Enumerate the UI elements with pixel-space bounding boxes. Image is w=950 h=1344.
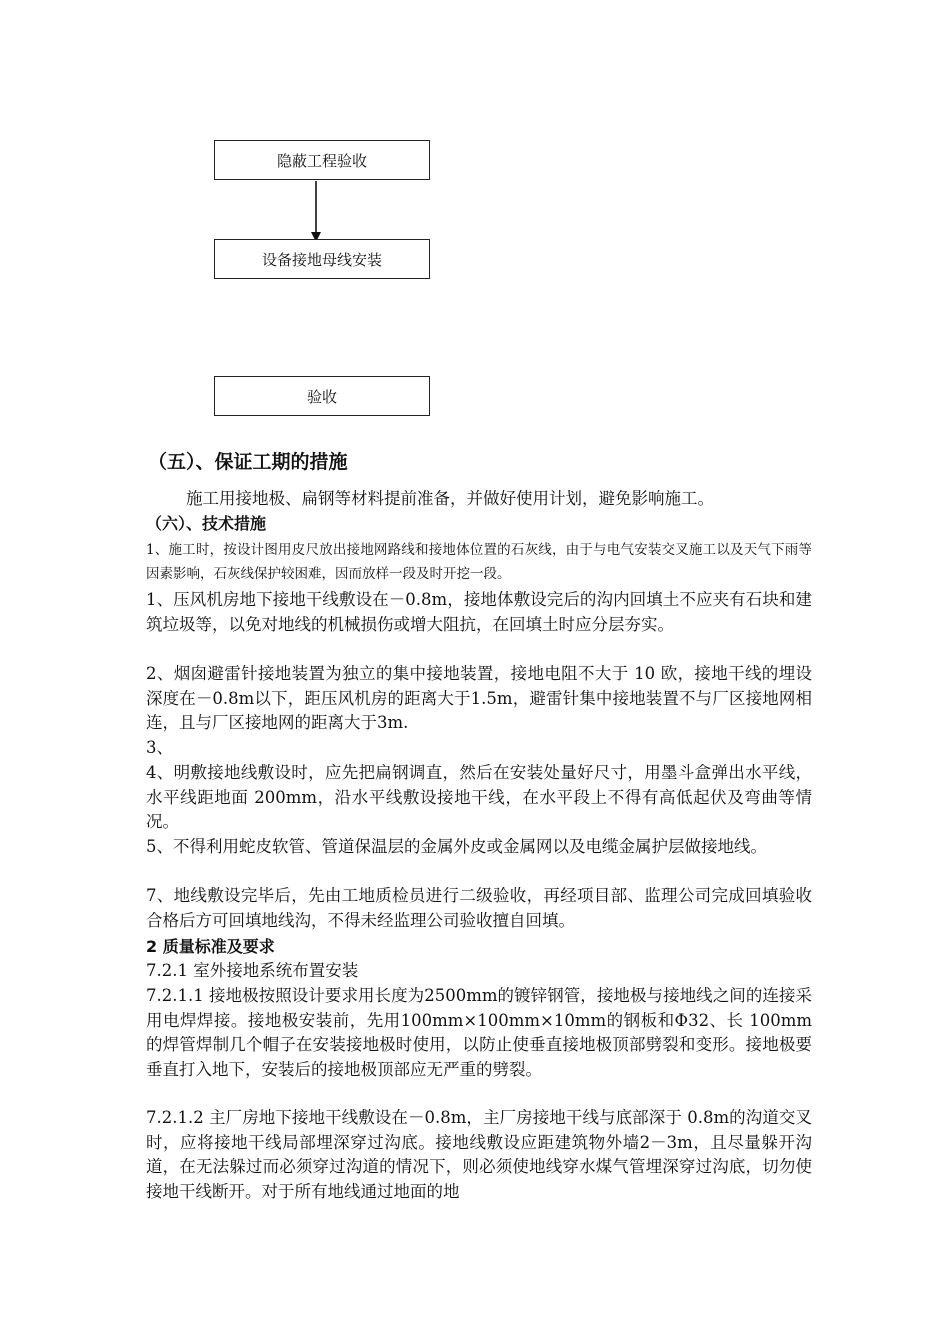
quality-para-1: 7.2.1.1 接地极按照设计要求用长度为2500mm的镀锌钢管，接地极与接地线之间的连接采用电焊焊接。接地极安装前，先用100mm×100mm×10mm的钢板和Φ32、长 100mm 的焊管焊制几个帽子在安装接地极时使用，以防止使垂直接地极顶部劈裂和变形。接地极要垂直打入地下，安装后的接地极顶部应无严重的劈裂。	[146, 986, 812, 1079]
tech-item-1: 1、压风机房地下接地干线敷设在－0.8m，接地体敷设完后的沟内回填土不应夹有石块和建筑垃圾等，以免对地线的机械损伤或增大阻抗，在回填土时应分层夯实。	[146, 590, 812, 634]
flow-step-acceptance	[214, 376, 430, 416]
flow-step-grounding-busbar-install	[214, 239, 430, 279]
flow-step-hidden-works-acceptance	[214, 140, 430, 180]
flow-step-label: 设备接地母线安装	[261, 250, 382, 269]
quality-para-2: 7.2.1.2 主厂房地下接地干线敷设在－0.8m，主厂房接地干线与底部深于 0.8m的沟道交叉时，应将接地干线局部埋深穿过沟底。接地线敷设应距建筑物外墙2－3m，且尽量躲开沟道，在无法躲过而必须穿过沟道的情况下，则必须使地线穿水煤气管埋深穿过沟底，切勿使接地干线断开。对于所有地线通过地面的地	[146, 1108, 812, 1201]
quality-subheading: 7.2.1 室外接地系统布置安装	[146, 961, 359, 980]
tech-item-4: 4、明敷接地线敷设时，应先把扁钢调直，然后在安装处量好尺寸，用墨斗盒弹出水平线，水平线距地面 200mm，沿水平线敷设接地干线，在水平段上不得有高低起伏及弯曲等情况。	[146, 763, 812, 831]
tech-item-2: 2、烟囱避雷针接地装置为独立的集中接地装置，接地电阻不大于 10 欧，接地干线的埋设深度在－0.8m以下，距压风机房的距离大于1.5m，避雷针集中接地装置不与厂区接地网相连，且与厂区接地网的距离大于3m.	[146, 664, 812, 732]
flowchart-connectors	[0, 0, 950, 440]
section-5-heading: （五）、保证工期的措施	[148, 451, 348, 473]
quality-heading: 2 质量标准及要求	[146, 937, 275, 956]
flow-step-label: 验收	[306, 387, 337, 406]
section-5-body: 施工用接地极、扁钢等材料提前准备，并做好使用计划，避免影响施工。	[186, 489, 714, 508]
section-6-intro: 1、施工时，按设计图用皮尺放出接地网路线和接地体位置的石灰线，由于与电气安装交叉施工以及天气下雨等因素影响，石灰线保护较困难，因而放样一段及时开挖一段。	[146, 542, 812, 582]
flow-step-label: 隐蔽工程验收	[276, 151, 367, 170]
tech-item-3: 3、	[146, 738, 173, 757]
tech-item-5: 5、不得利用蛇皮软管、管道保温层的金属外皮或金属网以及电缆金属护层做接地线。	[146, 837, 767, 856]
tech-item-7: 7、地线敷设完毕后，先由工地质检员进行二级验收，再经项目部、监理公司完成回填验收合格后方可回填地线沟，不得未经监理公司验收擅自回填。	[146, 886, 812, 930]
section-6-heading: （六）、技术措施	[146, 514, 267, 533]
